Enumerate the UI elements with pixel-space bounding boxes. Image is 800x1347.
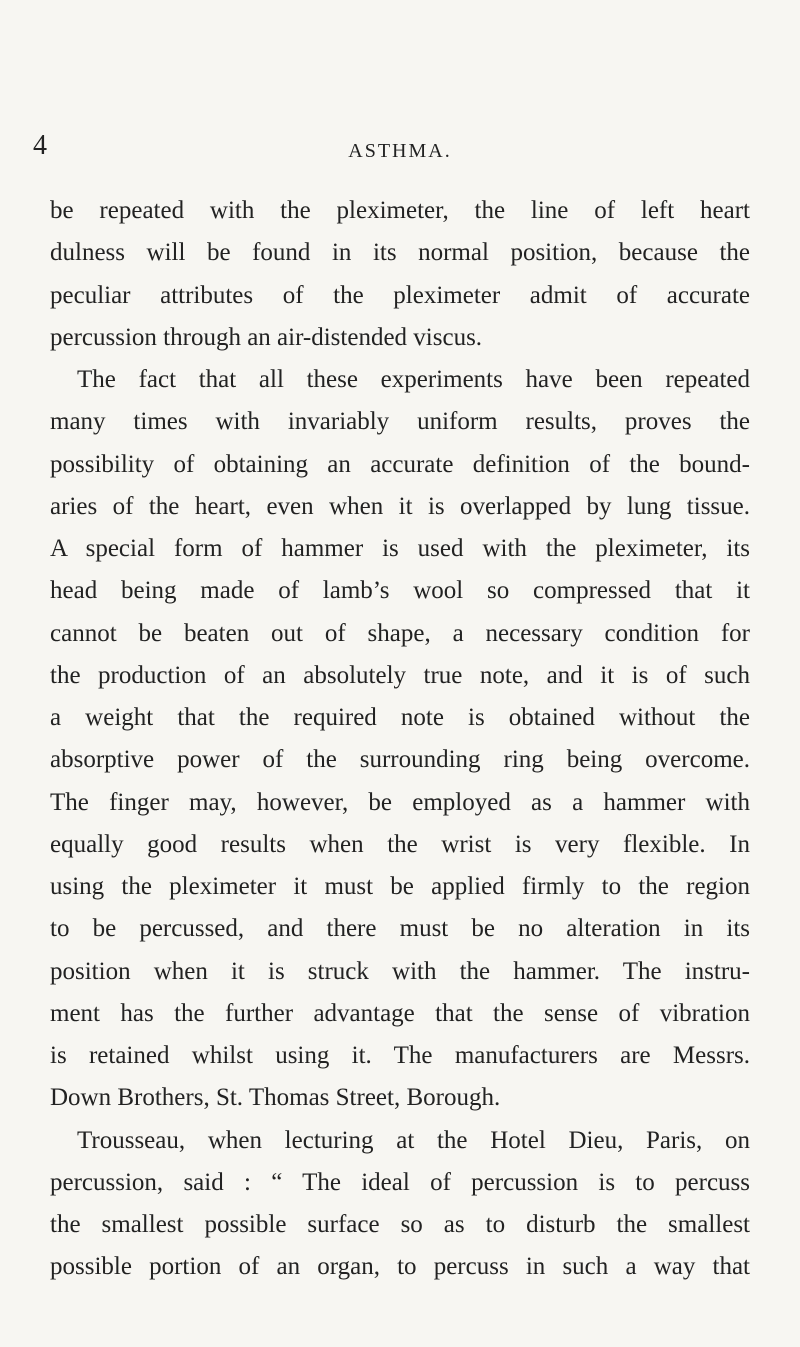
text-line: percussion, said : “ The ideal of percussion is to percuss [50, 1168, 750, 1196]
text-line: possibility of obtaining an accurate definition of the bound- [50, 450, 750, 478]
text-line: to be percussed, and there must be no alteration in its [50, 915, 750, 943]
text-line: head being made of lamb’s wool so compressed that it [50, 577, 750, 605]
text-line: position when it is struck with the hammer. The instru- [50, 957, 750, 985]
text-line: dulness will be found in its normal position, because the [50, 239, 750, 267]
text-line: A special form of hammer is used with the pleximeter, its [50, 535, 750, 562]
text-line: possible portion of an organ, to percuss in such a way that [50, 1253, 750, 1281]
paragraph-start-line: The fact that all these experiments have been repeated [77, 366, 750, 393]
text-line: is retained whilst using it. The manufacturers are Messrs. [50, 1042, 750, 1069]
text-line: Down Brothers, St. Thomas Street, Borough. [50, 1084, 501, 1112]
running-title: ASTHMA. [348, 140, 452, 162]
text-line: cannot be beaten out of shape, a necessary condition for [50, 619, 750, 647]
text-line: the smallest possible surface so as to disturb the smallest [50, 1211, 750, 1238]
text-line: aries of the heart, even when it is overlapped by lung tissue. [50, 492, 750, 520]
body-text [50, 190, 750, 1289]
text-line: the production of an absolutely true note, and it is of such [50, 661, 750, 689]
page-number: 4 [33, 130, 47, 161]
text-line: peculiar attributes of the pleximeter admit of accurate [50, 281, 750, 309]
text-line: absorptive power of the surrounding ring being overcome. [50, 746, 750, 774]
text-line: be repeated with the pleximeter, the line of left heart [50, 197, 750, 224]
text-line: ment has the further advantage that the sense of vibration [50, 999, 750, 1027]
text-line: many times with invariably uniform results, proves the [50, 408, 750, 436]
text-line: The finger may, however, be employed as a hammer with [50, 788, 750, 816]
paragraph-start-line: Trousseau, when lecturing at the Hotel Dieu, Paris, on [77, 1126, 750, 1154]
text-line: equally good results when the wrist is very flexible. In [50, 830, 750, 858]
text-line: using the pleximeter it must be applied firmly to the region [50, 873, 750, 900]
text-line: a weight that the required note is obtained without the [50, 704, 750, 731]
text-line: percussion through an air-distended viscus. [50, 323, 483, 351]
